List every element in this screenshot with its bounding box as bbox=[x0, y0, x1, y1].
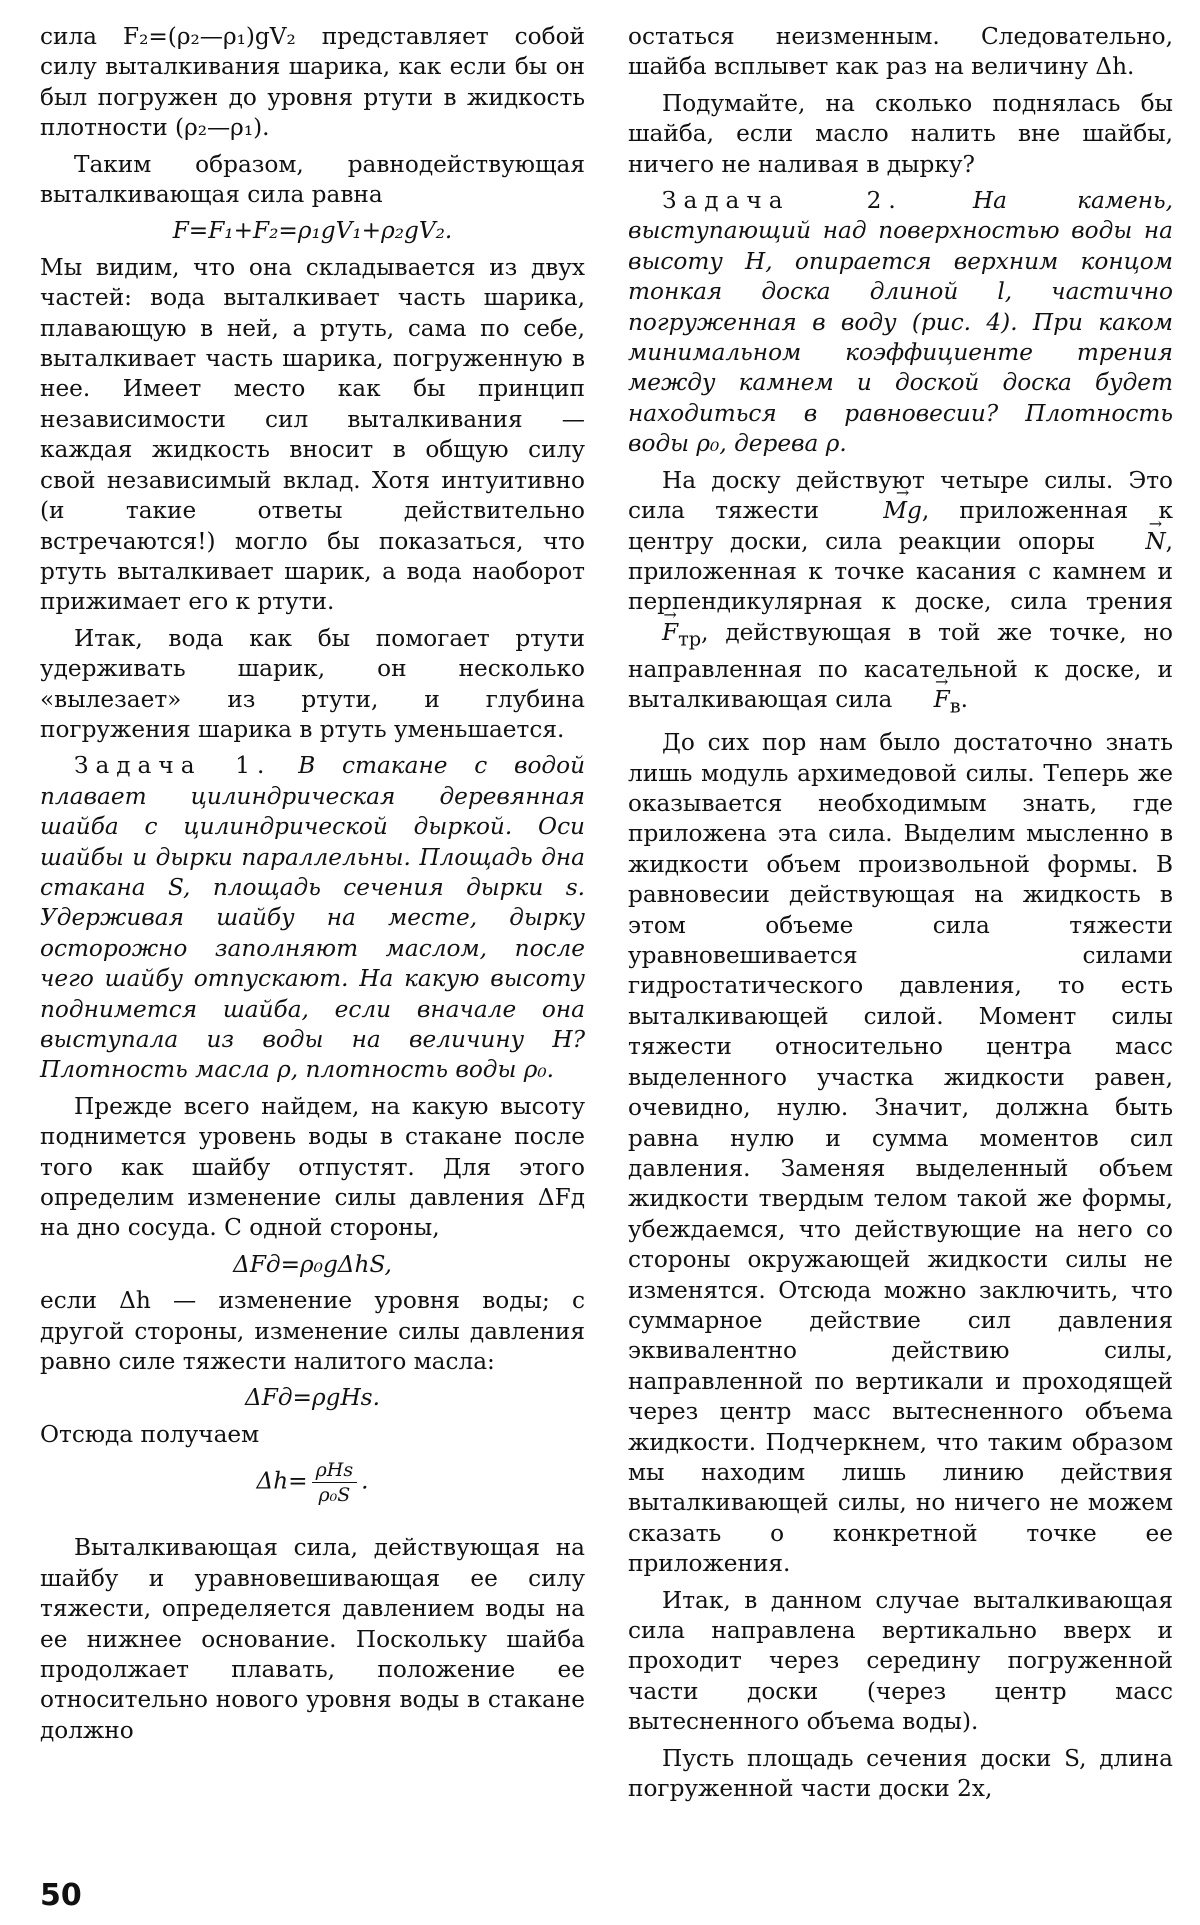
vector-friction: F → bbox=[628, 618, 678, 648]
fraction bbox=[312, 1458, 358, 1507]
forces-paragraph bbox=[628, 466, 1173, 723]
formula-total-force: F=F₁+F₂=ρ₁gV₁+ρ₂gV₂. bbox=[172, 217, 453, 245]
paragraph: если Δh — изменение уровня воды; с другой стороны, изменение силы давления равно силе тяжести налитого масла: bbox=[40, 1287, 585, 1376]
vector-gravity: Mg → bbox=[849, 496, 922, 526]
fraction-numerator: ρHs bbox=[312, 1458, 358, 1483]
formula-delta-h bbox=[40, 1458, 585, 1507]
paragraph: Таким образом, равнодействующая выталкивающая сила равна bbox=[40, 150, 585, 209]
text-run: , действующая в той же точке, но направленная по касательной к доске, и выталкивающая сила bbox=[628, 618, 1173, 714]
paragraph: Итак, вода как бы помогает ртути удерживать шарик, он несколько «вылезает» из ртути, и глубина погружения шарика в ртуть уменьшается. bbox=[40, 624, 585, 743]
paragraph: Отсюда получаем bbox=[40, 1420, 260, 1448]
text-run: , приложенная к центру доски, сила реакции опоры bbox=[628, 497, 1173, 555]
paragraph: До сих пор нам было достаточно знать лишь модуль архимедовой силы. Теперь же оказывается необходимым знать, где приложена эта сила. Выделим мысленно в жидкости объем произвольной формы. В равновесии действующая на жидкость в этом объеме сила тяжести уравновешивается силами гидростатического давления, то есть выталкивающей силой. Момент силы тяжести относительно центра масс выделенного участка жидкости равен, очевидно, нулю. Значит, должна быть равна нулю и сумма моментов сил давления. Заменяя выделенный объем жидкости твердым телом такой же формы, убеждаемся, что действующие на него со стороны окружающей жидкости силы не изменятся. Отсюда можно заключить, что суммарное действие сил давления эквивалентно действию силы, направленной по вертикали и проходящей через центр масс вытесненного объема жидкости. Подчеркнем, что таким образом мы находим лишь линию действия выталкивающей силы, но ничего не можем сказать о конкретной точке ее приложения. bbox=[628, 729, 1173, 1578]
task-2 bbox=[628, 186, 1173, 460]
formula-pressure-change-oil: ΔFд=ρgHs. bbox=[245, 1384, 380, 1412]
task-1-statement: В стакане с водой плавает цилиндрическая деревянная шайба с цилиндрической дыркой. Оси шайбы и дырки параллельны. Площадь дна стакана S, площадь сечения дырки s. Удерживая шайбу на месте, дырку осторожно заполняют маслом, после чего шайбу отпускают. На какую высоту поднимется шайба, если вначале она выступала из воды на величину H? Плотность масла ρ, плотность воды ρ₀. bbox=[40, 752, 585, 1084]
subscript-friction: тр bbox=[678, 627, 702, 651]
formula-tail: . bbox=[361, 1467, 369, 1495]
formula-lhs: Δh= bbox=[256, 1467, 308, 1495]
right-column bbox=[628, 22, 1173, 1810]
text-run: , приложенная к точке касания с камнем и перпендикулярная к доске, сила трения bbox=[628, 527, 1173, 616]
page-number: 50 bbox=[40, 1878, 82, 1913]
paragraph: Подумайте, на сколько поднялась бы шайба, если масло налить вне шайбы, ничего не наливая в дырку? bbox=[628, 89, 1173, 178]
vector-normal: N → bbox=[1111, 527, 1165, 557]
task-1 bbox=[40, 751, 585, 1085]
paragraph: Пусть площадь сечения доски S, длина погруженной части доски 2x, bbox=[628, 1744, 1173, 1803]
paragraph: Мы видим, что она складывается из двух частей: вода выталкивает часть шарика, плавающую в ней, а ртуть, сама по себе, выталкивает часть шарика, погруженную в нее. Имеет место как бы принцип независимости сил выталкивания — каждая жидкость вносит в общую силу свой независимый вклад. Хотя интуитивно (и такие ответы действительно встречаются!) могло бы показаться, что ртуть выталкивает шарик, а вода наоборот прижимает его к ртути. bbox=[40, 253, 585, 616]
task-2-statement: На камень, выступающий над поверхностью воды на высоту H, опирается верхним концом тонкая доска длиной l, частично погруженная в воду (рис. 4). При каком минимальном коэффициенте трения между камнем и доской доска будет находиться в равновесии? Плотность воды ρ₀, дерева ρ. bbox=[628, 187, 1173, 458]
task-1-heading: Задача 1. bbox=[74, 752, 272, 780]
fraction-denominator: ρ₀S bbox=[318, 1484, 351, 1507]
text-run: . bbox=[960, 686, 969, 714]
paragraph: Итак, в данном случае выталкивающая сила направлена вертикально вверх и проходит через середину погруженной части доски (через центр масс вытесненного объема воды). bbox=[628, 1586, 1173, 1736]
paragraph: Выталкивающая сила, действующая на шайбу и уравновешивающая ее силу тяжести, определяется давлением воды на ее нижнее основание. Поскольку шайба продолжает плавать, положение ее относительно нового уровня воды в стакане должно bbox=[40, 1534, 585, 1744]
paragraph: Прежде всего найдем, на какую высоту поднимется уровень воды в стакане после того как шайбу отпустят. Для этого определим изменение силы давления ΔFд на дно сосуда. С одной стороны, bbox=[40, 1092, 585, 1242]
left-column bbox=[40, 22, 585, 1752]
paragraph: остаться неизменным. Следовательно, шайба всплывет как раз на величину Δh. bbox=[628, 23, 1173, 81]
subscript-buoyancy: в bbox=[949, 694, 961, 718]
task-2-heading: Задача 2. bbox=[662, 187, 903, 215]
vector-buoyancy: F → bbox=[900, 685, 950, 715]
formula-pressure-change-water: ΔFд=ρ₀gΔhS, bbox=[233, 1250, 392, 1278]
paragraph: сила F₂=(ρ₂—ρ₁)gV₂ представляет собой силу выталкивания шарика, как если бы он был погружен до уровня ртути в жидкость плотности (ρ₂—ρ₁). bbox=[40, 23, 585, 142]
text-run: На доску действуют четыре силы. Это сила тяжести bbox=[628, 466, 1173, 525]
